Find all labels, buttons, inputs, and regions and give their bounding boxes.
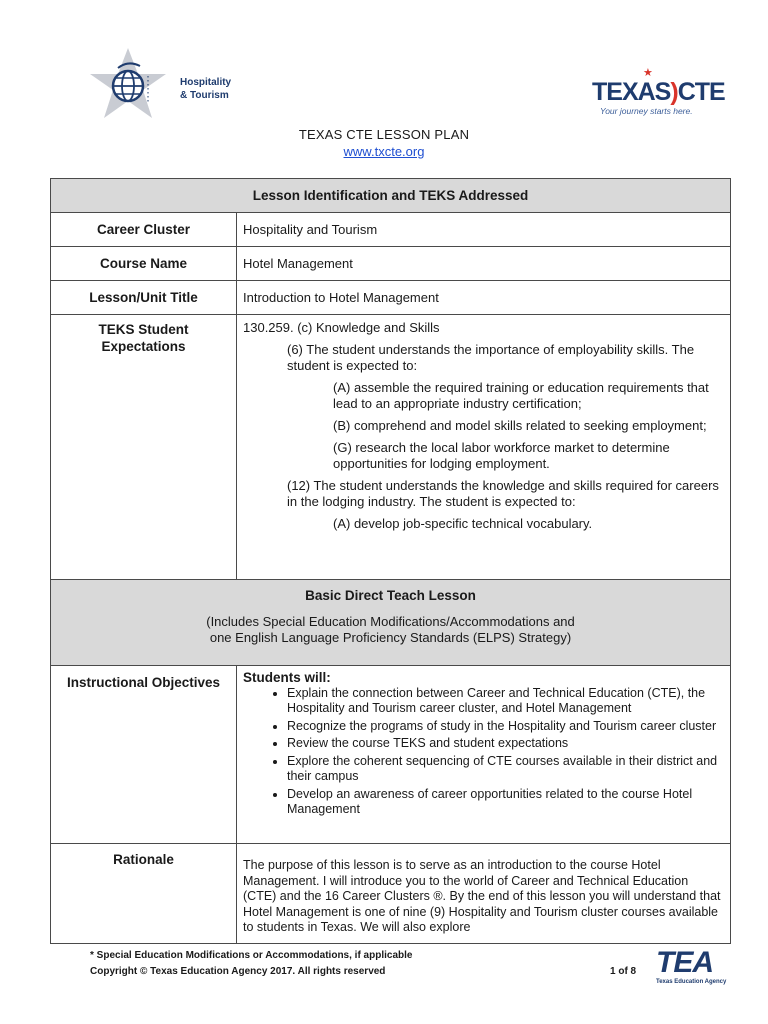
logo-cte-word: CTE xyxy=(677,78,725,106)
teks-line: (6) The student understands the importance of employability skills. The student is expected to: xyxy=(287,342,695,373)
teks-label-line1: TEKS Student xyxy=(98,322,189,337)
rationale-text: The purpose of this lesson is to serve as an introduction to the course Hotel Management. I will introduce you to the world of Career and Technical Education (CTE) and the 16 Career Clusters ®. By the end of this lesson you will understand that Hotel Management is one of nine (9) Hospitality and Tourism cluster courses available to students in Texas. We will also explore xyxy=(237,844,731,944)
section-header: Lesson Identification and TEKS Addressed xyxy=(51,179,731,213)
objectives-content xyxy=(237,666,731,844)
tea-logo xyxy=(656,946,727,990)
teks-line: 130.259. (c) Knowledge and Skills xyxy=(243,320,440,335)
star-globe-icon xyxy=(88,46,178,126)
list-item: • Recognize the programs of study in the Hospitality and Tourism career cluster xyxy=(287,719,724,735)
footer-copyright: Copyright © Texas Education Agency 2017. All rights reserved xyxy=(90,966,386,977)
career-cluster-label: Career Cluster xyxy=(51,213,237,247)
teks-content xyxy=(237,315,731,580)
list-item: • Explain the connection between Career and Technical Education (CTE), the Hospitality and Tourism career cluster, and Hotel Management xyxy=(287,686,724,717)
logo-texas-word: TEXAS xyxy=(592,78,671,106)
list-item: • Explore the coherent sequencing of CTE courses available in their district and their campus xyxy=(287,754,724,785)
hospitality-tourism-logo xyxy=(88,46,258,126)
tea-logo-subtitle: Texas Education Agency xyxy=(656,979,727,985)
teks-line: (A) develop job-specific technical vocabulary. xyxy=(333,516,593,531)
career-cluster-value: Hospitality and Tourism xyxy=(237,213,731,247)
page-number: 1 of 8 xyxy=(610,966,637,977)
teks-line: (B) comprehend and model skills related to seeking employment; xyxy=(333,418,707,433)
course-name-label: Course Name xyxy=(51,247,237,281)
logo-text-line1: Hospitality xyxy=(180,77,232,88)
objectives-list xyxy=(243,686,724,818)
rationale-label: Rationale xyxy=(51,844,237,944)
document-title: TEXAS CTE LESSON PLAN xyxy=(298,127,470,142)
teks-label-line2: Expectations xyxy=(101,339,186,354)
logo-tagline: Your journey starts here. xyxy=(600,106,693,116)
list-item: • Develop an awareness of career opportunities related to the course Hotel Management xyxy=(287,787,724,818)
list-item: • Review the course TEKS and student expectations xyxy=(287,736,724,752)
website-link-row xyxy=(0,144,768,159)
website-link[interactable]: www.txcte.org xyxy=(343,144,425,159)
basic-direct-sub-line2: one English Language Proficiency Standards (ELPS) Strategy) xyxy=(209,630,572,645)
basic-direct-sub-line1: (Includes Special Education Modifications/Accommodations and xyxy=(206,614,575,629)
basic-direct-title: Basic Direct Teach Lesson xyxy=(305,588,476,603)
objectives-label: Instructional Objectives xyxy=(51,666,237,844)
lesson-title-label: Lesson/Unit Title xyxy=(51,281,237,315)
star-icon: ★ xyxy=(643,67,653,79)
logo-slash: ) xyxy=(670,78,678,106)
tea-logo-word: TEA xyxy=(656,946,713,979)
teks-line: (12) The student understands the knowledge and skills required for careers in the lodging industry. The student is expected to: xyxy=(287,478,719,509)
teks-line: (A) assemble the required training or education requirements that lead to an appropriate industry certification; xyxy=(333,380,709,411)
lesson-plan-table xyxy=(50,178,731,944)
lesson-title-value: Introduction to Hotel Management xyxy=(237,281,731,315)
texas-cte-logo xyxy=(590,66,725,122)
teks-line: (G) research the local labor workforce market to determine opportunities for lodging employment. xyxy=(333,440,670,471)
course-name-value: Hotel Management xyxy=(237,247,731,281)
logo-text-line2: & Tourism xyxy=(180,90,229,101)
basic-direct-teach-header xyxy=(51,580,731,666)
objectives-intro: Students will: xyxy=(243,670,331,685)
teks-label xyxy=(51,315,237,580)
footer-note: * Special Education Modifications or Accommodations, if applicable xyxy=(90,950,413,961)
